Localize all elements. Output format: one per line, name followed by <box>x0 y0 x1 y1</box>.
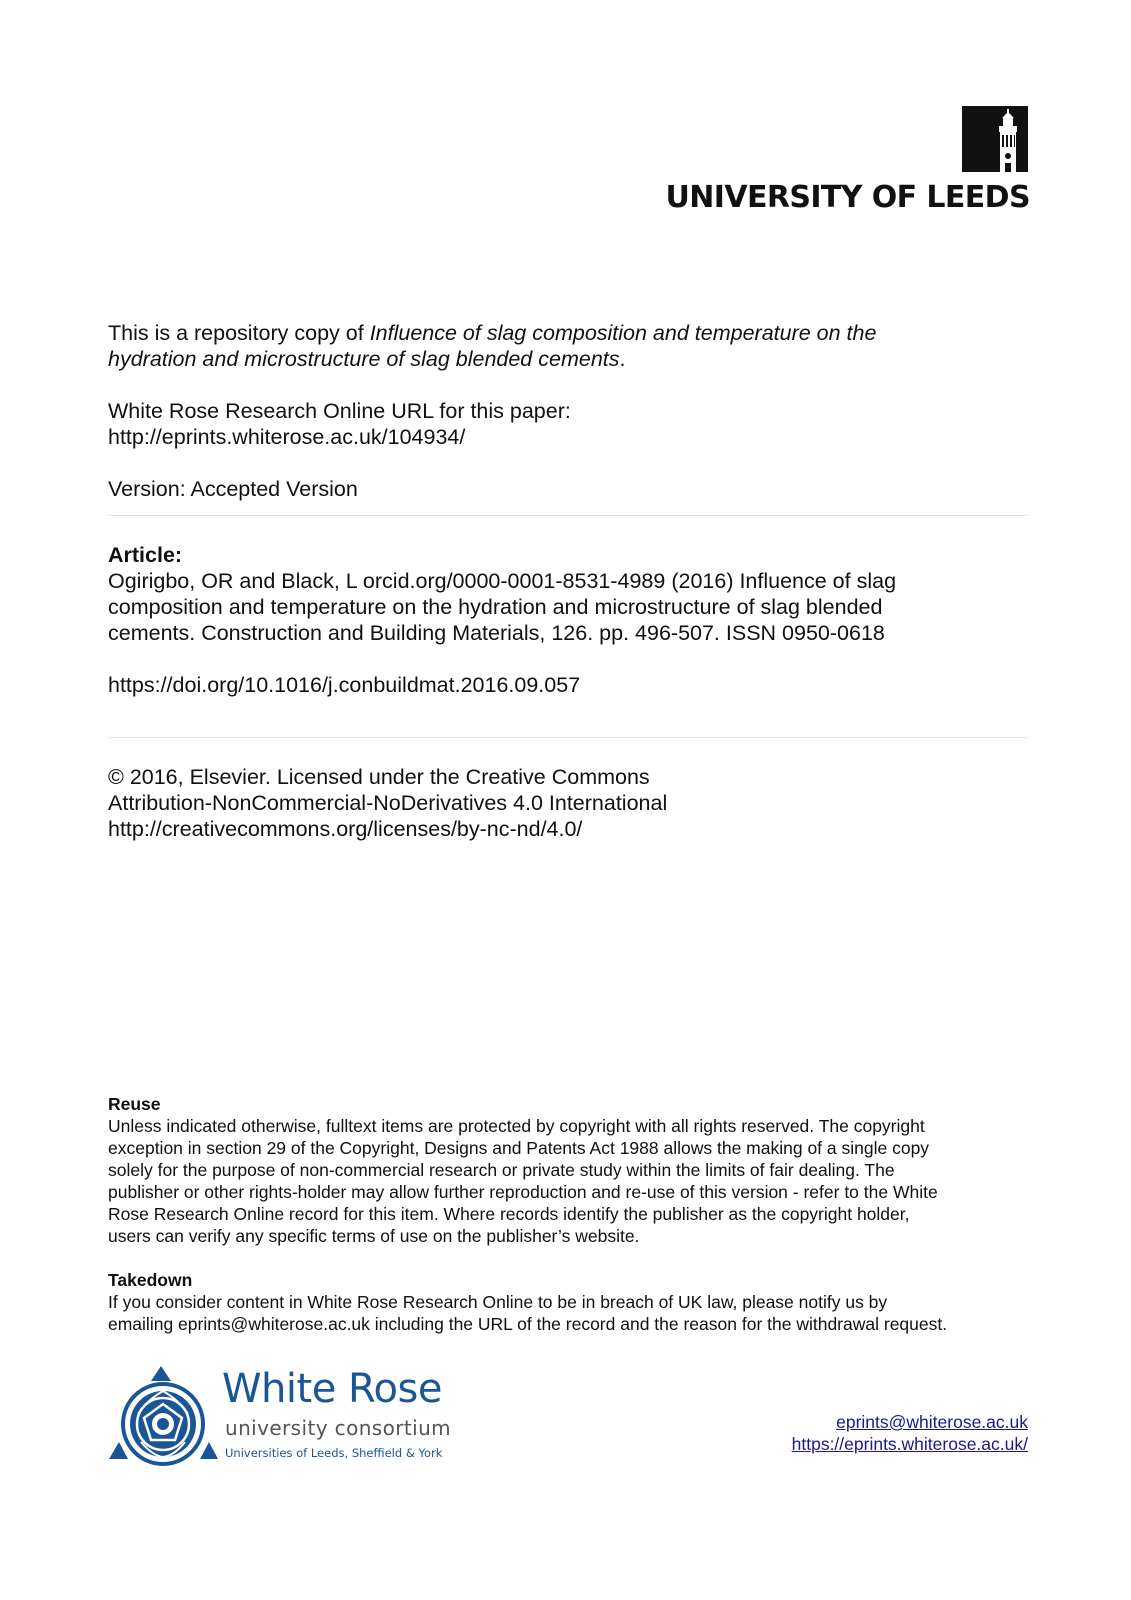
license-url[interactable]: http://creativecommons.org/licenses/by-nc-nd/4.0/ <box>108 817 583 841</box>
university-of-leeds-logo <box>660 104 1030 216</box>
website-link[interactable]: https://eprints.whiterose.ac.uk/ <box>791 1434 1028 1454</box>
paper-url[interactable]: http://eprints.whiterose.ac.uk/104934/ <box>108 425 466 449</box>
takedown-line: emailing eprints@whiterose.ac.uk including the URL of the record and the reason for the withdrawal request. <box>108 1314 948 1334</box>
white-rose-logo <box>108 1366 452 1474</box>
license-line: © 2016, Elsevier. Licensed under the Creative Commons <box>108 765 650 789</box>
reuse-line: solely for the purpose of non-commercial research or private study within the limits of fair dealing. The <box>108 1160 895 1180</box>
reuse-section <box>108 1093 1028 1247</box>
white-rose-title: White Rose <box>222 1366 442 1412</box>
version-section <box>108 476 1028 502</box>
reuse-line: Unless indicated otherwise, fulltext items are protected by copyright with all rights reserved. The copyright <box>108 1116 925 1136</box>
url-label: White Rose Research Online URL for this paper: <box>108 399 571 423</box>
white-rose-subtitle: university consortium <box>225 1416 452 1440</box>
takedown-heading: Takedown <box>108 1270 193 1290</box>
paper-title-line1: Influence of slag composition and temperature on the <box>369 321 877 345</box>
article-heading: Article: <box>108 543 183 567</box>
license-section <box>108 764 1028 842</box>
paper-title-line2: hydration and microstructure of slag blended cements <box>108 347 620 371</box>
takedown-section <box>108 1269 1028 1335</box>
email-link[interactable]: eprints@whiterose.ac.uk <box>836 1412 1028 1432</box>
citation-line: composition and temperature on the hydration and microstructure of slag blended <box>108 595 883 619</box>
intro-suffix: . <box>619 347 626 371</box>
reuse-line: Rose Research Online record for this item. Where records identify the publisher as the copyright holder, <box>108 1204 910 1224</box>
white-rose-emblem-icon <box>108 1366 220 1474</box>
intro-prefix: This is a repository copy of <box>108 321 370 345</box>
reuse-line: publisher or other rights-holder may allow further reproduction and re-use of this version - refer to the White <box>108 1182 938 1202</box>
reuse-heading: Reuse <box>108 1094 161 1114</box>
contact-links <box>792 1411 1028 1455</box>
doi-link[interactable]: https://doi.org/10.1016/j.conbuildmat.2016.09.057 <box>108 673 581 697</box>
license-line: Attribution-NonCommercial-NoDerivatives 4.0 International <box>108 791 668 815</box>
divider <box>108 737 1028 738</box>
reuse-line: exception in section 29 of the Copyright, Designs and Patents Act 1988 allows the making of a single copy <box>108 1138 930 1158</box>
divider <box>108 515 1028 516</box>
reuse-line: users can verify any specific terms of use on the publisher’s website. <box>108 1226 640 1246</box>
institution-name: UNIVERSITY OF LEEDS <box>665 180 1030 215</box>
url-section <box>108 398 1028 450</box>
repository-intro <box>108 320 1028 372</box>
doi-section <box>108 672 1028 698</box>
parkinson-tower-icon <box>962 106 1028 172</box>
takedown-line: If you consider content in White Rose Research Online to be in breach of UK law, please notify us by <box>108 1292 888 1312</box>
citation-line: cements. Construction and Building Materials, 126. pp. 496-507. ISSN 0950-0618 <box>108 621 885 645</box>
article-section <box>108 542 1028 646</box>
citation-line: Ogirigbo, OR and Black, L orcid.org/0000-0001-8531-4989 (2016) Influence of slag <box>108 569 897 593</box>
white-rose-members: Universities of Leeds, Sheffield & York <box>225 1446 443 1460</box>
version-text: Version: Accepted Version <box>108 477 358 501</box>
